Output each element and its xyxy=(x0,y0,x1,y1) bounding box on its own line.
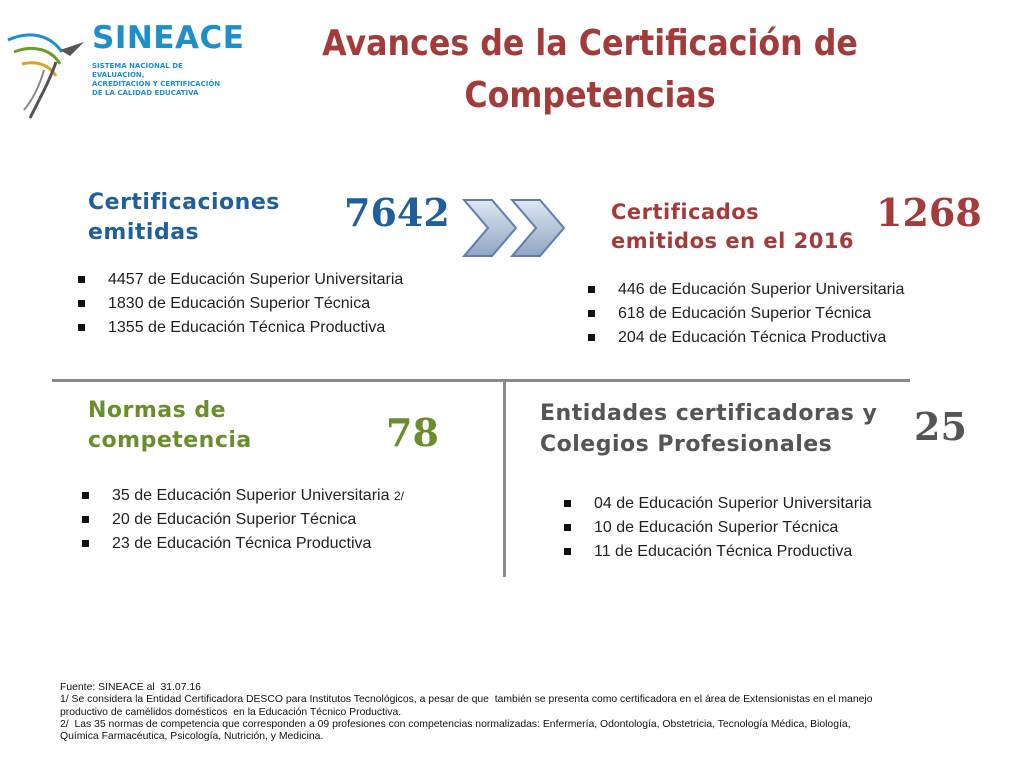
list-item-text: 35 de Educación Superior Universitaria xyxy=(112,487,390,504)
certificaciones-list xyxy=(76,268,403,340)
normas-total: 78 xyxy=(386,410,439,455)
list-item xyxy=(562,516,871,540)
square-bullet-icon xyxy=(588,286,595,293)
square-bullet-icon xyxy=(78,276,85,283)
sineace-bird-logo-icon xyxy=(0,10,92,120)
list-item xyxy=(562,540,871,564)
list-item xyxy=(562,492,871,516)
double-chevron-arrow-icon xyxy=(458,196,570,260)
heading-line: emitidos en el 2016 xyxy=(611,229,855,253)
logo-name: SINEACE xyxy=(92,20,245,56)
list-item xyxy=(80,508,404,532)
list-item xyxy=(76,292,403,316)
footnotes xyxy=(60,682,980,743)
list-item-text: 446 de Educación Superior Universitaria xyxy=(618,281,905,298)
list-item xyxy=(586,302,904,326)
square-bullet-icon xyxy=(82,516,89,523)
heading-line: Certificaciones xyxy=(88,190,280,215)
list-item-text: 1355 de Educación Técnica Productiva xyxy=(108,319,386,336)
title-line: Avances de la Certificación de xyxy=(322,23,858,64)
list-item xyxy=(80,532,404,556)
horizontal-divider xyxy=(52,379,910,382)
list-item xyxy=(586,278,904,302)
list-item-text: 618 de Educación Superior Técnica xyxy=(618,305,872,322)
heading-line: Normas de xyxy=(88,398,227,423)
square-bullet-icon xyxy=(564,548,571,555)
list-item xyxy=(76,316,403,340)
title-line: Competencias xyxy=(464,75,716,116)
square-bullet-icon xyxy=(82,540,89,547)
logo-subtitle xyxy=(92,62,232,98)
list-item xyxy=(80,484,404,508)
entidades-total: 25 xyxy=(914,404,967,449)
normas-heading xyxy=(88,396,252,456)
list-item-text: 204 de Educación Técnica Productiva xyxy=(618,329,887,346)
list-item-text: 11 de Educación Técnica Productiva xyxy=(594,543,853,560)
heading-line: Colegios Profesionales xyxy=(540,432,833,457)
square-bullet-icon xyxy=(564,524,571,531)
list-item-text: 04 de Educación Superior Universitaria xyxy=(594,495,872,512)
page-title xyxy=(291,18,889,122)
heading-line: competencia xyxy=(88,428,252,453)
footnote-line: 1/ Se considera la Entidad Certificadora DESCO para Institutos Tecnológicos, a pesar de que también se presenta como certificadora en el área de Extensionistas en el manejo xyxy=(60,694,873,706)
normas-list xyxy=(80,484,404,556)
entidades-list xyxy=(562,492,871,564)
square-bullet-icon xyxy=(82,492,89,499)
footnote-line: Química Farmacéutica, Psicología, Nutrición, y Medicina. xyxy=(60,731,324,743)
certificados-2016-total: 1268 xyxy=(876,190,982,235)
list-item-text: 20 de Educación Superior Técnica xyxy=(112,511,357,528)
certificados-2016-list xyxy=(586,278,904,350)
square-bullet-icon xyxy=(78,300,85,307)
list-item-text: 10 de Educación Superior Técnica xyxy=(594,519,839,536)
footnote-line: 2/ Las 35 normas de competencia que corresponden a 09 profesiones con competencias normalizadas: Enfermería, Odontología, Obstetricia, Tecnología Médica, Biología, xyxy=(60,718,851,730)
vertical-divider xyxy=(503,381,506,577)
list-item-text: 4457 de Educación Superior Universitaria xyxy=(108,271,404,288)
list-item xyxy=(586,326,904,350)
logo-subtitle-line: DE LA CALIDAD EDUCATIVA xyxy=(92,89,199,97)
certificaciones-heading xyxy=(88,188,280,248)
square-bullet-icon xyxy=(564,500,571,507)
certificaciones-total: 7642 xyxy=(344,190,450,235)
list-item-text: 1830 de Educación Superior Técnica xyxy=(108,295,371,312)
footnote-source: Fuente: SINEACE al 31.07.16 xyxy=(60,682,201,693)
logo-subtitle-line: SISTEMA NACIONAL DE EVALUACIÓN, xyxy=(92,62,183,79)
heading-line: Entidades certificadoras y xyxy=(540,401,878,426)
entidades-heading xyxy=(540,398,877,460)
footnote-ref: 2/ xyxy=(393,489,404,503)
heading-line: emitidas xyxy=(88,220,200,245)
square-bullet-icon xyxy=(588,334,595,341)
list-item-text: 23 de Educación Técnica Productiva xyxy=(112,535,372,552)
list-item xyxy=(76,268,403,292)
square-bullet-icon xyxy=(588,310,595,317)
footnote-line: productivo de camélidos domésticos en la Educación Técnico Productiva. xyxy=(60,706,402,718)
certificados-2016-heading xyxy=(611,198,854,256)
square-bullet-icon xyxy=(78,324,85,331)
heading-line: Certificados xyxy=(611,200,760,224)
logo-subtitle-line: ACREDITACIÓN Y CERTIFICACIÓN xyxy=(92,80,221,88)
